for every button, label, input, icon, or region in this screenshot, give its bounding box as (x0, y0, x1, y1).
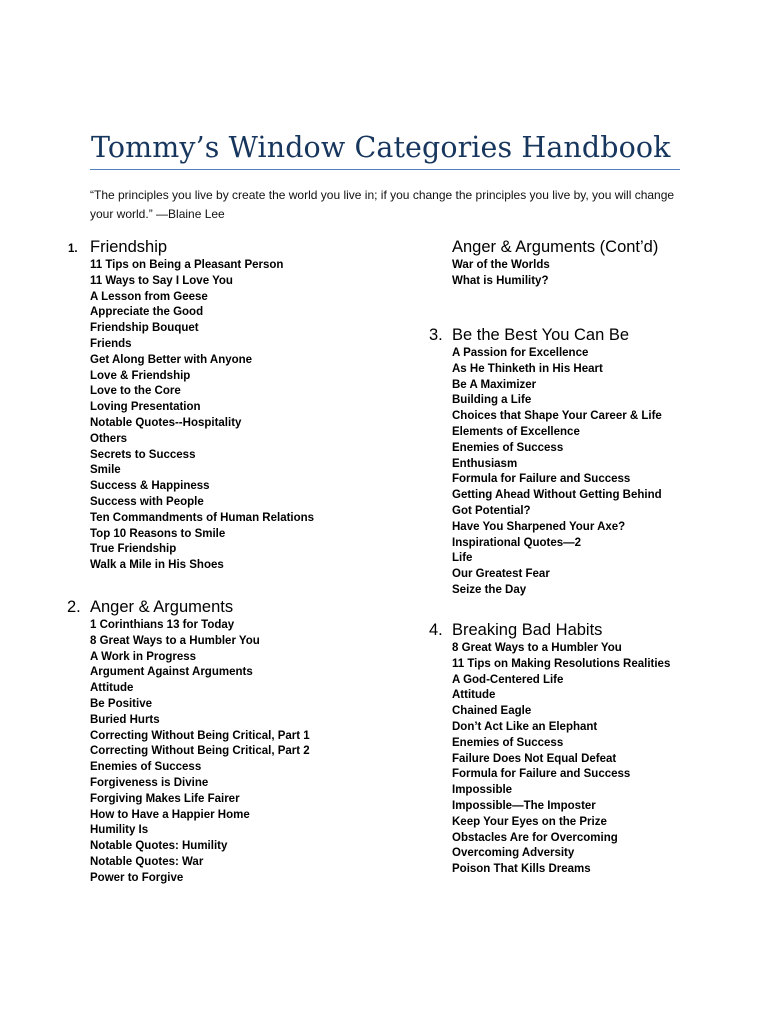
article-link[interactable]: A Passion for Excellence (452, 347, 589, 359)
article-link[interactable]: Poison That Kills Dreams (452, 863, 591, 876)
section-heading (68, 236, 314, 258)
section-friendship (68, 236, 315, 574)
article-link[interactable]: Notable Quotes: War (90, 855, 204, 868)
section-heading (429, 324, 662, 346)
article-link[interactable]: Smile (90, 464, 121, 477)
article-link[interactable]: Get Along Better with Anyone (90, 353, 253, 366)
article-link[interactable]: Forgiving Makes Life Fairer (90, 792, 240, 805)
article-link[interactable]: True Friendship (90, 543, 177, 556)
section-title: Friendship (90, 238, 168, 256)
article-link[interactable]: Top 10 Reasons to Smile (90, 527, 226, 540)
article-link[interactable]: Secrets to Success (90, 448, 196, 461)
article-link[interactable]: Success with People (90, 495, 204, 508)
article-link[interactable]: Friendship Bouquet (90, 322, 199, 335)
article-list (90, 258, 314, 574)
article-link[interactable]: Attitude (90, 682, 134, 695)
article-link[interactable]: Getting Ahead Without Getting Behind (452, 489, 662, 502)
article-link[interactable]: Don’t Act Like an Elephant (452, 720, 598, 733)
article-link[interactable]: A Lesson from Geese (90, 290, 208, 303)
article-link[interactable]: A Work in Progress (90, 650, 197, 663)
article-link[interactable]: Appreciate the Good (90, 306, 204, 319)
article-link[interactable]: Impossible (452, 784, 513, 797)
epigraph-quote: “The principles you live by create the world you live in; if you change the principles you live by, you will change your world.” —Blaine Lee (90, 188, 675, 221)
section-number: 3. (429, 326, 443, 344)
article-link[interactable]: Got Potential? (452, 504, 531, 517)
section-title: Anger & Arguments (90, 598, 234, 616)
document-title: Tommy’s Window Categories Handbook (91, 131, 671, 164)
article-link[interactable]: Be A Maximizer (452, 378, 537, 391)
article-link[interactable]: Our Greatest Fear (452, 568, 550, 581)
article-link[interactable]: Correcting Without Being Critical, Part 1 (90, 729, 310, 742)
article-link[interactable]: Overcoming Adversity (452, 847, 575, 860)
article-link[interactable]: Have You Sharpened Your Axe? (452, 520, 626, 533)
section-title: Anger & Arguments (Cont’d) (452, 238, 659, 256)
article-link[interactable]: Notable Quotes--Hospitality (90, 416, 242, 429)
article-link[interactable]: 11 Tips on Being a Pleasant Person (90, 259, 284, 271)
article-list (452, 346, 662, 599)
article-link[interactable]: A God-Centered Life (452, 673, 564, 686)
article-link[interactable]: Enemies of Success (452, 736, 564, 749)
section-number: 4. (429, 621, 443, 639)
article-link[interactable]: Forgiveness is Divine (90, 776, 209, 789)
article-link[interactable]: Correcting Without Being Critical, Part 2 (90, 745, 310, 758)
article-link[interactable]: Power to Forgive (90, 871, 184, 884)
article-link[interactable]: 1 Corinthians 13 for Today (90, 619, 235, 631)
article-link[interactable]: As He Thinketh in His Heart (452, 362, 603, 375)
section-anger-arguments-continued (452, 236, 658, 290)
article-link[interactable]: What is Humility? (452, 274, 549, 287)
article-link[interactable]: Friends (90, 337, 132, 350)
article-link[interactable]: Inspirational Quotes—2 (452, 536, 582, 549)
article-list (90, 618, 310, 887)
article-link[interactable]: 8 Great Ways to a Humbler You (452, 642, 622, 654)
article-link[interactable]: Notable Quotes: Humility (90, 840, 228, 853)
article-link[interactable]: Obstacles Are for Overcoming (452, 831, 618, 844)
article-link[interactable]: Others (90, 432, 128, 445)
article-link[interactable]: How to Have a Happier Home (90, 808, 250, 821)
article-link[interactable]: Loving Presentation (90, 401, 201, 414)
section-title: Be the Best You Can Be (452, 326, 630, 344)
section-heading (452, 236, 658, 258)
section-anger-arguments (67, 596, 310, 887)
article-link[interactable]: 11 Ways to Say I Love You (90, 274, 233, 287)
article-link[interactable]: Love to the Core (90, 385, 181, 398)
article-link[interactable]: Be Positive (90, 697, 152, 710)
article-link[interactable]: 8 Great Ways to a Humbler You (90, 634, 260, 647)
article-link[interactable]: Enemies of Success (452, 441, 564, 454)
article-link[interactable]: Attitude (452, 689, 496, 702)
section-heading (429, 619, 670, 641)
article-link[interactable]: Keep Your Eyes on the Prize (452, 815, 607, 828)
article-link[interactable]: Choices that Shape Your Career & Life (452, 410, 662, 423)
article-link[interactable]: Formula for Failure and Success (452, 473, 631, 486)
section-title: Breaking Bad Habits (452, 621, 603, 639)
section-number: 1. (68, 243, 78, 255)
article-link[interactable]: Impossible—The Imposter (452, 799, 596, 812)
article-link[interactable]: Formula for Failure and Success (452, 768, 631, 781)
article-link[interactable]: 11 Tips on Making Resolutions Realities (452, 657, 671, 670)
article-link[interactable]: Failure Does Not Equal Defeat (452, 752, 617, 765)
section-breaking-bad-habits (429, 619, 671, 878)
article-link[interactable]: Enthusiasm (452, 457, 518, 470)
section-heading (67, 596, 310, 618)
article-link[interactable]: Humility Is (90, 824, 149, 837)
article-link[interactable]: Argument Against Arguments (90, 666, 253, 679)
section-number: 2. (67, 598, 81, 616)
article-link[interactable]: Seize the Day (452, 583, 527, 596)
article-link[interactable]: Chained Eagle (452, 705, 532, 718)
article-link[interactable]: Success & Happiness (90, 480, 210, 493)
article-link[interactable]: Buried Hurts (90, 713, 160, 726)
article-link[interactable]: Walk a Mile in His Shoes (90, 559, 224, 572)
article-link[interactable]: Elements of Excellence (452, 425, 580, 438)
title-underline (90, 169, 680, 170)
article-list (452, 641, 670, 878)
article-link[interactable]: Love & Friendship (90, 369, 191, 382)
article-link[interactable]: Building a Life (452, 394, 532, 407)
article-link[interactable]: Ten Commandments of Human Relations (90, 511, 315, 524)
article-link[interactable]: War of the Worlds (452, 259, 550, 271)
article-list (452, 258, 658, 290)
section-be-the-best (429, 324, 662, 599)
article-link[interactable]: Enemies of Success (90, 761, 202, 774)
article-link[interactable]: Life (452, 552, 473, 565)
